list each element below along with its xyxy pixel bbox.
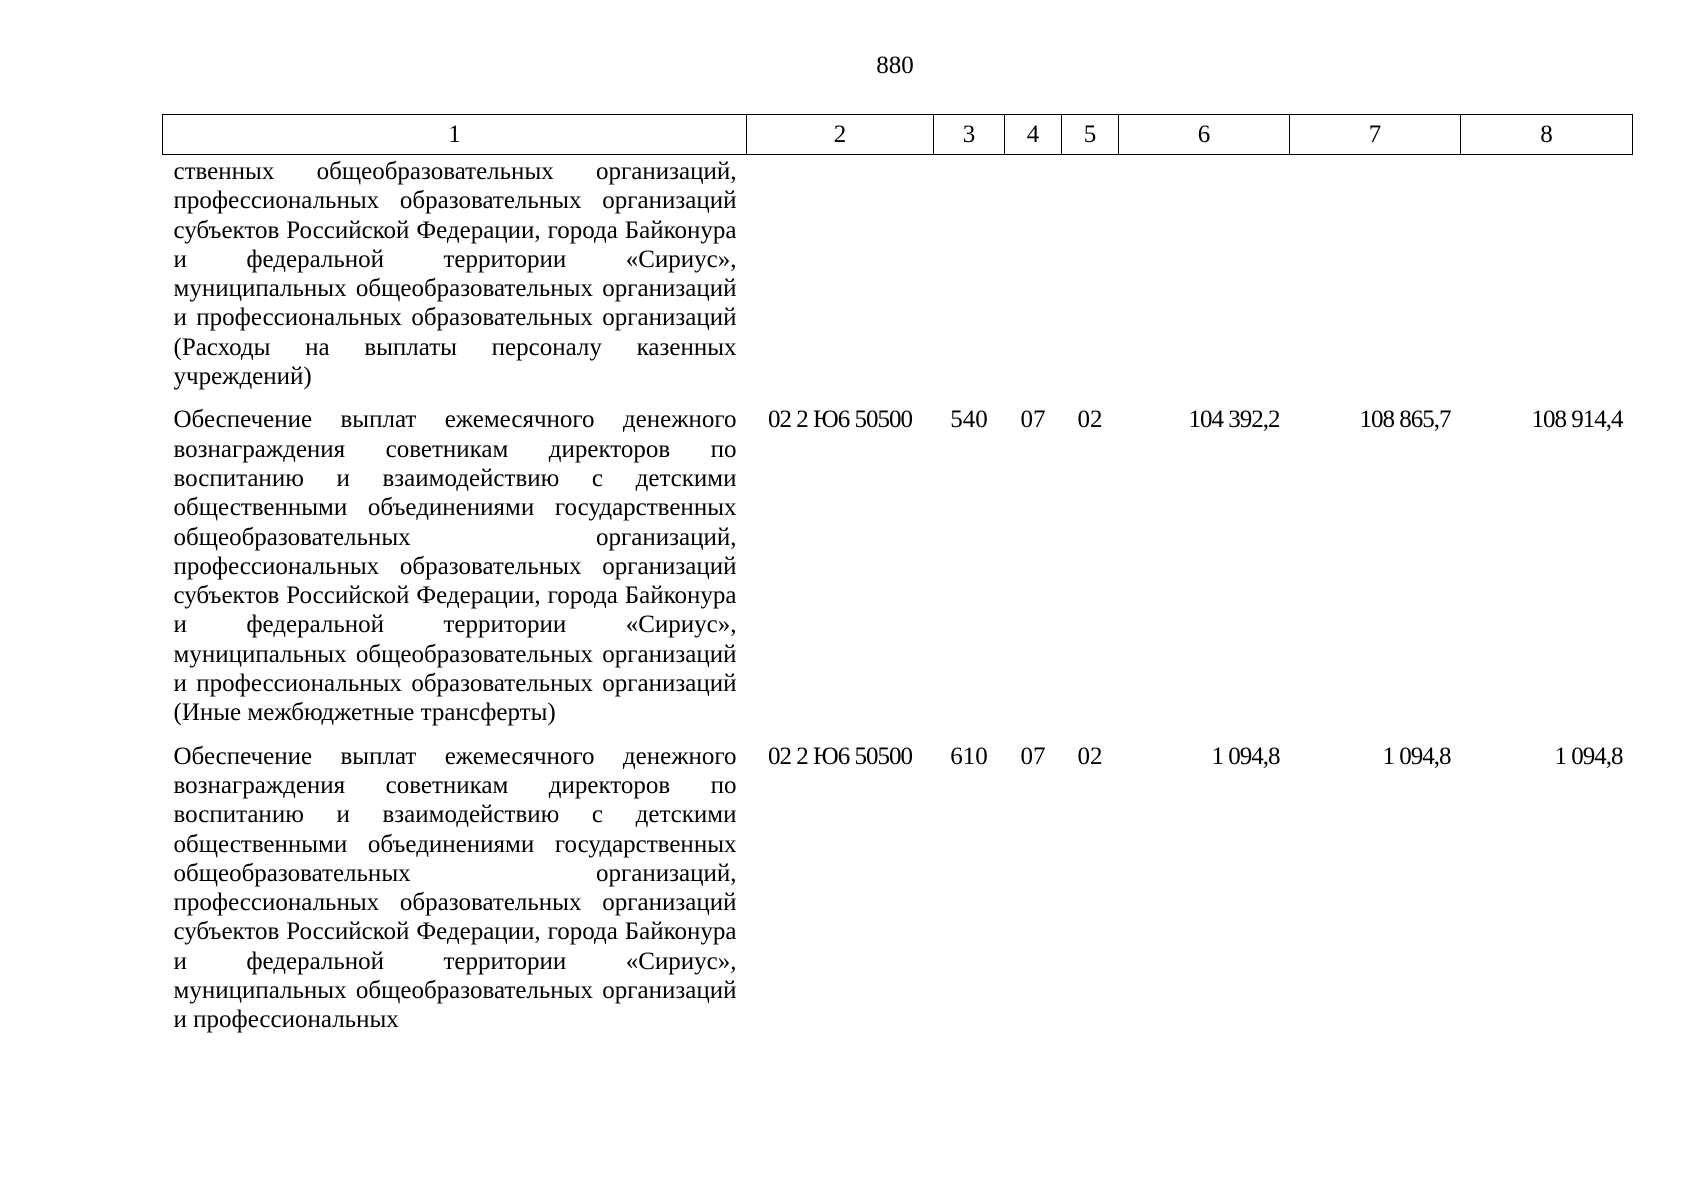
row-amount-col-7: 1 094,8	[1382, 742, 1451, 770]
header-col-7: 7	[1290, 115, 1461, 155]
header-col-6: 6	[1119, 115, 1290, 155]
row-amount-col-8: 108 914,4	[1531, 406, 1623, 434]
row-section: 07	[1020, 406, 1046, 434]
row-expense-type: 610	[950, 742, 988, 770]
row-expense-type	[934, 155, 1005, 392]
table-row	[163, 738, 1633, 1035]
row-subsection: 02	[1077, 742, 1103, 770]
header-col-2: 2	[747, 115, 934, 155]
table-row	[163, 155, 1633, 392]
row-spacer	[163, 391, 1633, 401]
row-section	[1005, 155, 1062, 392]
budget-table	[162, 114, 1633, 1035]
row-amount-col-8: 1 094,8	[1554, 742, 1623, 770]
row-amount-col-6: 1 094,8	[1211, 742, 1280, 770]
row-subsection: 02	[1077, 406, 1103, 434]
table-header	[163, 115, 1633, 155]
page-number: 880	[876, 52, 914, 79]
row-target-code	[747, 155, 934, 392]
row-description: Обеспечение выплат ежемесячного денежного вознаграждения советникам директоров по воспитанию и взаимодействию с детскими общественными объединениями государственных общеобразовательных организаций, профессиональных образовательных организаций субъектов Российской Федерации, города Байконура и федеральной территории «Сириус», муниципальных общеобразовательных организаций и профессиональных образовательных организаций (Иные межбюджетные трансферты)	[173, 406, 737, 727]
header-col-3: 3	[934, 115, 1005, 155]
row-expense-type: 540	[950, 406, 988, 434]
row-target-code: 02 2 Ю6 50500	[768, 742, 912, 770]
row-amount-col-7	[1290, 155, 1461, 392]
row-amount-col-7: 108 865,7	[1359, 406, 1451, 434]
row-description: Обеспечение выплат ежемесячного денежного вознаграждения советникам директоров по воспитанию и взаимодействию с детскими общественными объединениями государственных общеобразовательных организаций, профессиональных образовательных организаций субъектов Российской Федерации, города Байконура и федеральной территории «Сириус», муниципальных общеобразовательных организаций и профессиональных	[173, 742, 737, 1034]
header-col-4: 4	[1005, 115, 1062, 155]
header-row	[163, 115, 1633, 155]
row-amount-col-6	[1119, 155, 1290, 392]
table-row	[163, 401, 1633, 727]
table-body	[163, 155, 1633, 1035]
row-amount-col-6: 104 392,2	[1188, 406, 1280, 434]
header-col-8: 8	[1461, 115, 1633, 155]
row-amount-col-8	[1461, 155, 1633, 392]
row-spacer	[163, 728, 1633, 738]
row-subsection	[1062, 155, 1119, 392]
row-section: 07	[1020, 742, 1046, 770]
header-col-1: 1	[163, 115, 747, 155]
header-col-5: 5	[1062, 115, 1119, 155]
row-target-code: 02 2 Ю6 50500	[768, 406, 912, 434]
row-description: ственных общеобразовательных организаций, профессиональных образовательных организаций субъектов Российской Федерации, города Байконура и федеральной территории «Сириус», муниципальных общеобразовательных организаций и профессиональных образовательных организаций (Расходы на выплаты персоналу казенных учреждений)	[173, 158, 737, 391]
